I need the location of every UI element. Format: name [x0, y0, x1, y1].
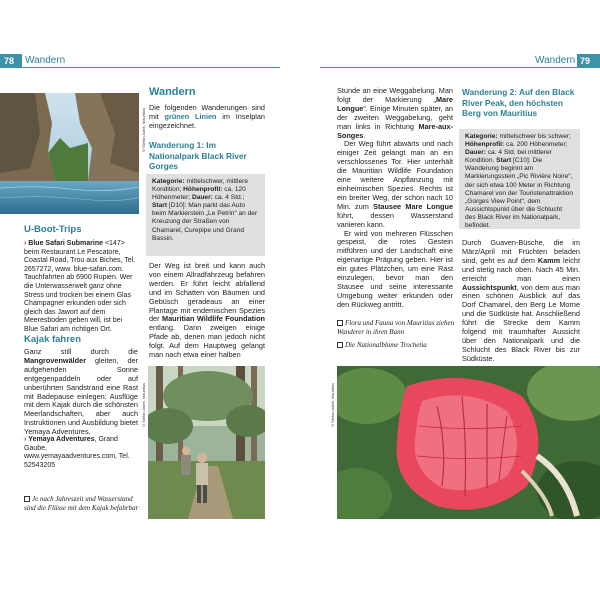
hike2-start-label: Start — [496, 157, 512, 165]
wandern-intro-1: Die folgenden Wanderungen sind mit — [149, 103, 265, 121]
wandern-intro-bold: grünen Linien — [164, 111, 217, 121]
col3-p3: Er wird von mehreren Flüsschen gespeist, die rotes Gestein mitführen und der Landschaft eine eigenartige Prägung geben. Hier ist ein gutes Plätzchen, um eine Rast einzulegen, bevor man den Stausee und seine interessante Umgebung weiter erkunden oder den Rückweg antritt. — [337, 228, 453, 309]
photo-credit-3: ©Stefan Adelt, Mauritius — [330, 382, 335, 428]
caption-marker-icon — [337, 342, 343, 348]
hike1-kat-label: Kategorie: — [152, 178, 185, 185]
right-header-rule — [320, 67, 600, 68]
col3-p1-bold1: Mare Longue — [337, 94, 453, 113]
hike2-dauer-text: ca. 4 Std. bei mittlerer Kondition. — [465, 149, 552, 165]
trochetia-caption-text: Die Nationalblume Trochetia — [345, 341, 427, 349]
left-section-title: Wandern — [25, 55, 66, 66]
kajak-text-2: gleiten, der aufgehenden Sonne entgegenpaddeln oder auf unberührten Sandstrand eine Rast mit Badepause einlegen: Ausflüge mit dem Kajak durch die schönsten Meerlandschaften, aber auch Instruktionen und Ausbildung bietet Yemaya Adventures. — [24, 355, 138, 437]
hike2-p1-1: Durch Guaven-Büsche, die im März/April mit Früchten beladen sind, geht es auf dem — [462, 238, 580, 265]
flora-caption — [337, 319, 455, 336]
caption-marker-icon — [337, 320, 343, 326]
hike1-heading: Wanderung 1: Im Nationalpark Black River Gorges — [149, 140, 247, 171]
uboot-entry-name: Blue Safari Submarine — [28, 240, 103, 247]
hike1-p1-2: entlang. Dann zweigen einige Pfade ab, denen man jedoch nicht folgt. Auf dem Hauptweg gelangt man nach etwa einer halben — [149, 323, 265, 360]
uboot-entry — [24, 240, 136, 335]
yemaya-entry-text: , Grand Gaube, www.yemayaadventures.com, Tel. 52543205 — [24, 436, 130, 469]
entry-arrow-icon: › — [24, 240, 27, 247]
right-page-number: 79 — [580, 56, 591, 66]
kajak-heading: Kajak fahren — [24, 334, 82, 345]
col3-p1-3: . — [363, 130, 366, 140]
kajak-caption — [24, 495, 142, 512]
col3-text — [337, 87, 453, 310]
hike2-p1-2: leicht und stetig nach oben. Nach 45 Min. erreicht man einen — [462, 255, 581, 283]
flora-caption-text: Flora und Fauna von Mauritius ziehen Wanderer in ihren Bann — [337, 319, 455, 336]
entry-arrow-icon: › — [24, 436, 27, 443]
col3-p1-bold2: Mare-aux-Songes — [337, 121, 453, 140]
hike1-hoehe-text: ca. 120 Höhenmeter; — [152, 186, 246, 202]
hike1-dauer-label: Dauer: — [191, 194, 213, 202]
uboot-entry-text: <147> beim Restaurant Le Pescatore, Coastal Road, Trou aux Biches, Tel. 2657272, www. blue-safari.com. Tauchfahrten ab 6900 Rupien. Wer die Unterwasserwelt ganz ohne Stress und trocken bei einem Glas Champagner erkunden oder sich gleich das Jawort auf dem Meeresboden geben will, ist bei Blue Safari am richtigen Ort. — [24, 240, 136, 333]
hike1-text — [149, 262, 265, 360]
left-header-rule — [0, 67, 280, 68]
hike1-dauer-text: ca. 4 Std.; — [212, 194, 245, 202]
photo-credit-1: ©Stefan Adelt, Mauritius — [141, 107, 146, 153]
hike1-infobox — [146, 174, 265, 256]
hike1-start-text: [D10]: Man parkt das Auto beim Markierstein „Le Petrin“ an der Kreuzung der Straßen von Chamarel, Curepipe und Grand Bassin. — [152, 202, 258, 242]
hike2-kat-text: mittelschwer bis schwer; — [497, 133, 571, 140]
hikers-photo — [148, 366, 265, 519]
hike2-p1-3: , von dem aus man einen schönen Ausblick auf das Dorf Chamarel, den Berg Le Morne und die Südküste hat. Anschließend führt die Strecke dem Kamm folgend mit traumhafter Aussicht über den Nationalpark und die Schlucht des Black River bis zur Südküste. — [462, 282, 580, 363]
hike1-p1-1: Der Weg ist breit und kann auch von einem Allradfahrzeug befahren werden. Er führt leicht abfallend und im Schatten von Bäumen und Gebüsch geradeaus an einer Plantage mit endemischen Spezies der — [149, 261, 265, 324]
hike2-infobox — [459, 129, 580, 229]
yemaya-entry — [24, 436, 138, 470]
col3-p1-2: “. Einige Minuten später, an der zweiten Weggabelung, geht man links in Richtung — [337, 103, 453, 131]
col3-p2-1: Der Weg führt abwärts und nach einiger Zeit gelangt man an ein verschlossenes Tor. Hier unterhält die Mauritian Wildlife Foundation eine weitere Anpflanzung mit einheimischen Spezies. Rechts ist ein breiter Weg, der schon nach 10 Min. zum — [337, 139, 453, 211]
hike1-start-label: Start — [152, 202, 168, 210]
trochetia-photo — [337, 366, 600, 519]
right-section-title: Wandern — [535, 55, 576, 66]
kajak-text-1: Ganz still durch die — [24, 347, 138, 356]
hike1-hoehe-label: Höhenprofil: — [183, 186, 223, 194]
gorge-photo — [0, 93, 139, 214]
hike2-p1-bold2: Aussichtspunkt — [462, 282, 517, 292]
hike2-text — [462, 239, 580, 364]
wandern-heading: Wandern — [149, 86, 196, 98]
hike2-heading: Wanderung 2: Auf den Black River Peak, den höchsten Berg von Mauritius — [462, 87, 575, 118]
wandern-intro — [149, 104, 265, 131]
col3-p2-2: führt, dessen Wasserstand variieren kann. — [337, 210, 453, 229]
hike1-kat-text: mittelschwer, mittlere Kondition; — [152, 178, 248, 194]
trochetia-caption — [337, 341, 455, 350]
hike2-dauer-label: Dauer: — [465, 149, 486, 157]
left-page-number: 78 — [4, 56, 15, 66]
hike2-hoehe-label: Höhenprofil: — [465, 141, 505, 149]
photo-credit-2: ©Stefan Adelt, Mauritius — [141, 382, 146, 428]
col3-p2-bold: Stausee Mare Longue — [373, 201, 454, 211]
hike2-hoehe-text: ca. 200 Höhenmeter; — [504, 141, 568, 149]
hike2-kat-label: Kategorie: — [465, 133, 498, 140]
yemaya-entry-name: Yemaya Adventures — [28, 436, 95, 443]
col3-p1-1: Stunde an eine Weggabelung. Man folgt der Markierung „ — [337, 86, 453, 104]
kajak-caption-text: Je nach Jahreszeit und Wasserstand sind die Flüsse mit dem Kajak befahrbar — [24, 495, 139, 512]
hike2-p1-bold1: Kamm — [537, 255, 561, 265]
kajak-text — [24, 348, 138, 437]
left-page-number-box — [0, 54, 22, 68]
caption-marker-icon — [24, 496, 30, 502]
uboot-heading: U-Boot-Trips — [24, 224, 82, 235]
right-page-number-box — [577, 54, 600, 68]
kajak-text-bold: Mangrovenwälder — [24, 355, 87, 365]
hike2-start-text: [C10]: Die Wanderung beginnt am Markierungsstein „Pic Rivière Noire“, der sich etwa 100 Meter in Richtung Chamarel von der Touristenattraktion „Gorges View Point“, dem Aussichtspunkt über die Schlucht des Black River im Nationalpark, befindet. — [465, 157, 573, 230]
wandern-intro-2: im Inselplan eingezeichnet. — [149, 111, 265, 130]
hike1-p1-bold: Mauritian Wildlife Foundation — [162, 314, 265, 324]
